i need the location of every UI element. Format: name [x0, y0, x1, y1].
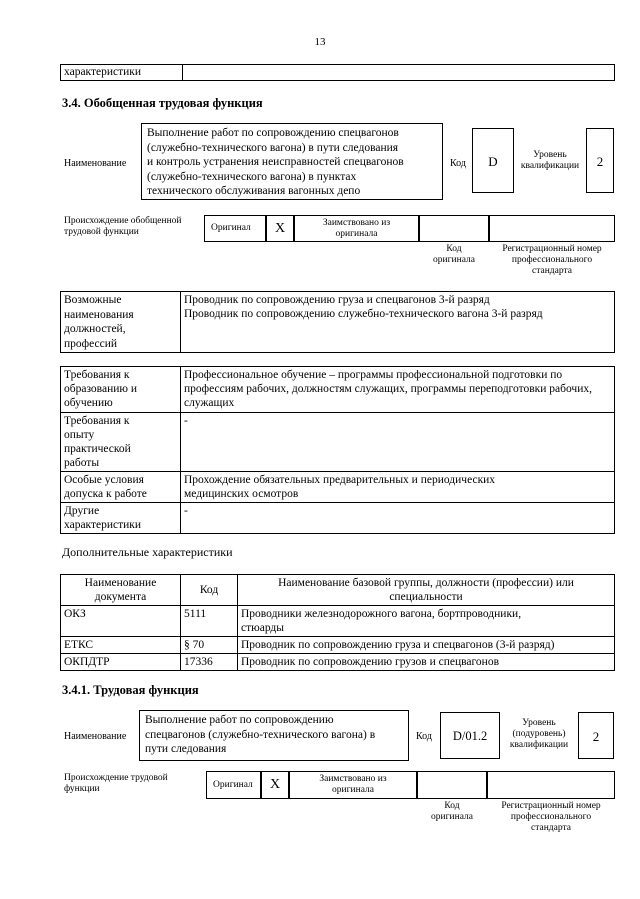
tf-name-label: Наименование [64, 731, 127, 742]
page-number: 13 [314, 36, 326, 48]
table-cell: Проводник по сопровождению груза и спецвагонов (3-й разряд) [238, 637, 615, 654]
tf-original-mark: X [261, 771, 289, 799]
section-3-4-1-heading: 3.4.1. Трудовая функция [62, 683, 199, 697]
tf-reg-number-cell [487, 771, 615, 799]
table-cell: ОКЗ [61, 606, 181, 637]
requirement-row [61, 367, 615, 413]
table-row [61, 606, 615, 637]
otf-origin-code-cell [419, 215, 489, 242]
table-row [61, 654, 615, 671]
tf-level-label: Уровень (подуровень) квалификации [509, 718, 569, 750]
otf-original-mark: X [266, 215, 294, 242]
requirement-row [61, 472, 615, 503]
requirement-value: - [181, 413, 615, 472]
requirements-table [60, 366, 615, 534]
tf-name-value: Выполнение работ по сопровождению спецвагонов (служебно-технического вагона) в пути следования [139, 710, 409, 761]
otf-borrowed-label: Заимствовано из оригинала [294, 215, 419, 242]
requirement-label: Требования к образованию и обучению [61, 367, 181, 413]
table-cell: ЕТКС [61, 637, 181, 654]
otf-original-label: Оригинал [204, 215, 266, 242]
positions-value: Проводник по сопровождению груза и спецвагонов 3-й разряд Проводник по сопровождению служебно-технического вагона 3-й разряд [181, 292, 615, 353]
table-cell: § 70 [181, 637, 238, 654]
tf-borrowed-label: Заимствовано из оригинала [289, 771, 417, 799]
requirement-row [61, 503, 615, 534]
requirement-row [61, 413, 615, 472]
otf-code-value: D [472, 128, 514, 193]
additional-header-row [61, 575, 615, 606]
additional-header-cell: Наименование документа [61, 575, 181, 606]
requirement-label: Требования к опыту практической работы [61, 413, 181, 472]
requirement-value: Прохождение обязательных предварительных и периодических медицинских осмотров [181, 472, 615, 503]
otf-name-value: Выполнение работ по сопровождению спецвагонов (служебно-технического вагона) в пути следования и контроль устранения неисправностей спецвагонов (служебно-технического вагона) в пунктах технического обслуживания вагонных депо [141, 123, 443, 200]
table-cell: 5111 [181, 606, 238, 637]
requirement-label: Другие характеристики [61, 503, 181, 534]
section-3-4-heading: 3.4. Обобщенная трудовая функция [62, 96, 263, 110]
table-cell: Проводник по сопровождению грузов и спецвагонов [238, 654, 615, 671]
tf-level-value: 2 [578, 712, 614, 759]
top-continuation-row [60, 64, 615, 81]
table-cell: 17336 [181, 654, 238, 671]
tf-reg-number-caption: Регистрационный номер профессионального стандарта [501, 801, 601, 833]
tf-origin-label: Происхождение трудовой функции [64, 773, 168, 794]
otf-origin-label: Происхождение обобщенной трудовой функции [64, 216, 182, 237]
otf-level-value: 2 [586, 128, 614, 193]
otf-name-label: Наименование [64, 158, 127, 169]
positions-label: Возможные наименования должностей, профессий [61, 292, 181, 353]
tf-origin-code-cell [417, 771, 487, 799]
otf-level-label: Уровень квалификации [520, 150, 580, 171]
top-row-value [183, 65, 615, 81]
tf-code-value: D/01.2 [440, 712, 500, 759]
tf-original-label: Оригинал [206, 771, 261, 799]
tf-code-label: Код [416, 731, 432, 742]
tf-origin-code-caption: Код оригинала [431, 801, 473, 822]
requirement-value: Профессиональное обучение – программы профессиональной подготовки по профессиям рабочих, должностям служащих, программы переподготовки рабочих, служащих [181, 367, 615, 413]
requirement-value: - [181, 503, 615, 534]
otf-reg-number-caption: Регистрационный номер профессионального стандарта [502, 244, 602, 276]
requirement-label: Особые условия допуска к работе [61, 472, 181, 503]
table-cell: ОКПДТР [61, 654, 181, 671]
top-row-label: характеристики [61, 65, 183, 81]
additional-header-cell: Наименование базовой группы, должности (профессии) или специальности [238, 575, 615, 606]
positions-table [60, 291, 615, 353]
additional-table [60, 574, 615, 671]
otf-reg-number-cell [489, 215, 615, 242]
additional-title: Дополнительные характеристики [62, 545, 233, 559]
otf-code-label: Код [450, 158, 466, 169]
additional-header-cell: Код [181, 575, 238, 606]
table-cell: Проводники железнодорожного вагона, бортпроводники, стюарды [238, 606, 615, 637]
table-row [61, 637, 615, 654]
otf-origin-code-caption: Код оригинала [433, 244, 475, 265]
